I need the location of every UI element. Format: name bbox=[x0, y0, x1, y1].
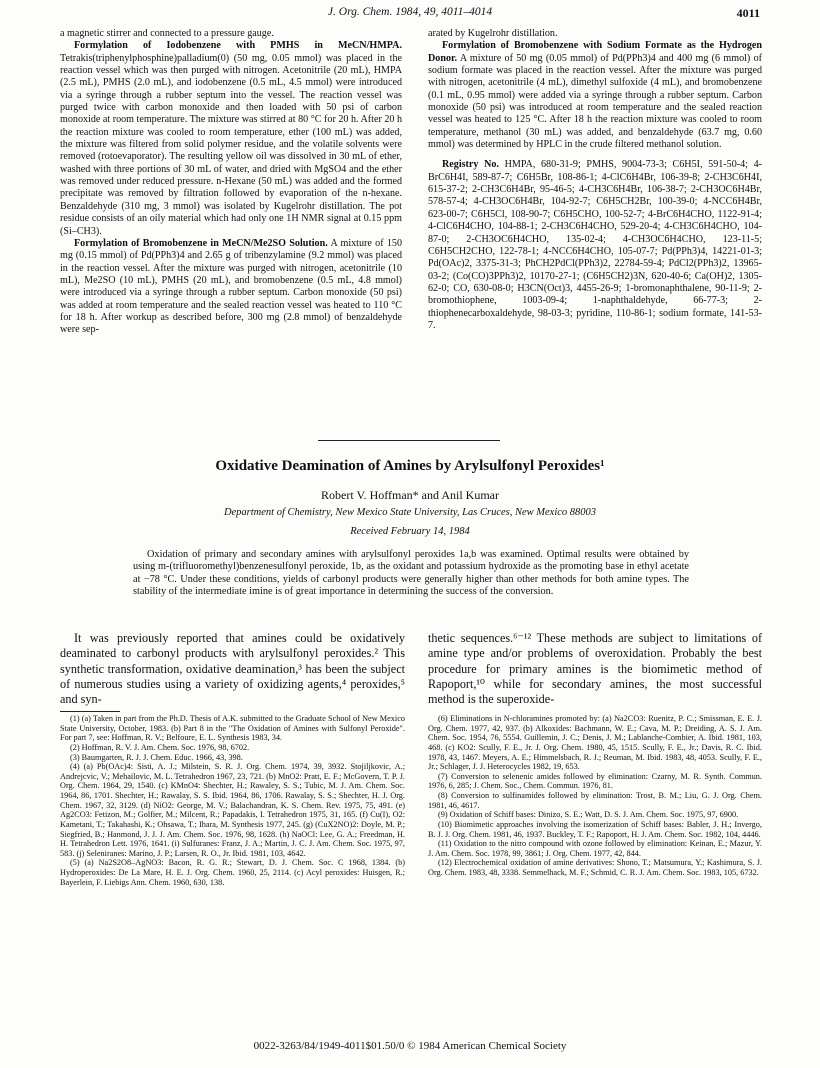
running-header bbox=[60, 6, 760, 22]
footnote-divider bbox=[60, 711, 120, 712]
footnote: (4) (a) Pb(OAc)4: Sisti, A. J.; Milstein, S. R. J. Org. Chem. 1974, 39, 3932. Stojiljkovic, A.; Andrejcvic, V.; Mehailovic, M. L. Tetrahedron 1967, 23, 721. (b) MnO2: Pratt, E. F.; McGovern, T. P. J. Org. Chem. 1964, 29, 1540. (c) KMnO4: Shechter, H.; Rawaley, S. S.; Tubic, M. J. Am. Chem. Soc. 1964, 86, 1701. Shechter, H.; Rawalay, S. S. Ibid. 1964, 86, 1706. Rawalay, S. S.; Shechter, H. J. Org. Chem. 1967, 32, 3129. (d) NiO2: George, M. V.; Balachandran, K. S. Chem. Rev. 1975, 75, 491. (e) Ag2CO3: Fetizon, M.; Golfier, M.; Milcent, R.; Papadakis, I. Tetrahedron 1975, 31, 165. (f) Cu(I), O2: Kametani, T.; Takahashi, K.; Ohsawa, T.; Ihara, M. Synthesis 1977, 245. (g) (CuX2NO)2: Doyle, M. P.; Siegfried, B.; Hanmond, J. J. J. Am. Chem. Soc. 1976, 98, 1628. (h) NaOCl: Lee, G. A.; Freedman, H. H. Tetrahedron Lett. 1976, 1641. (i) Sulfuranes: Franz, J. A.; Martin, J. C. J. Am. Chem. Soc. 1975, 97, 583. (j) Seleniranes: Marino, J. P.; Larsen, R. O., Jr. Ibid. 1981, 103, 4642. bbox=[60, 762, 405, 858]
registry-label: Registry No. bbox=[442, 159, 499, 171]
received-date: Received February 14, 1984 bbox=[350, 526, 470, 537]
body-text-right: thetic sequences.⁶⁻¹² These methods are subject to limitations of amine type and/or problems of overoxidation. Probably the best procedure for primary amines is the biomimetic method of Rapoport,¹⁰ while for secondary amines, the most successful method is the superoxide- bbox=[428, 631, 762, 707]
footnote: (7) Conversion to selenenic amides followed by elimination: Czarny, M. R. Synth. Commun. 1976, 6, 285; J. Chem. Soc., Chem. Commun. 1976, 81. bbox=[428, 771, 762, 791]
footnotes-left bbox=[60, 714, 405, 887]
footnote: (12) Electrochemical oxidation of amine derivatives: Shono, T.; Matsumura, Y.; Kashimura, S. J. Org. Chem. 1983, 48, 3338. Semmelhack, M. F.; Schmid, C. R. J. Am. Chem. Soc. 1983, 105, 6732. bbox=[428, 858, 762, 877]
footnote: (8) Conversion to sulfinamides followed by elimination: Trost, B. M.; Liu, G. J. Org. Chem. 1981, 46, 4617. bbox=[428, 791, 762, 810]
footnote: (10) Biomimetic approaches involving the isomerization of Schiff bases: Babler, J. H.; Invergo, B. J. J. Org. Chem. 1981, 46, 1937. Buckley, T. F.; Rapoport, H. J. Am. Chem. Soc. 1982, 104, 4446. bbox=[428, 819, 762, 839]
section-formylation-bromobenzene-mecn bbox=[60, 238, 402, 337]
footnote: (5) (a) Na2S2O8–AgNO3: Bacon, R. G. R.; Stewart, D. J. Chem. Soc. C 1968, 1384. (b) Hydroperoxides: De La Mare, H. E. J. Org. Chem. 1960, 25, 2114. (c) Acyl peroxides: Huisgen, R.; Bayerlein, F. Liebigs Ann. Chem. 1960, 630, 138. bbox=[60, 858, 405, 887]
section-formylation-sodium-formate bbox=[428, 40, 762, 151]
right-column bbox=[428, 28, 762, 332]
footnote: (6) Eliminations in N-chloramines promoted by: (a) Na2CO3: Ruenitz, P. C.; Smissman, E. E. J. Org. Chem. 1977, 42, 937. (b) Alkoxides: Bachmann, W. E.; Cava, M. P.; Dreiding, A. S. J. Am. Chem. Soc. 1954, 76, 5554. Guillemin, J. C.; Denis, J. M.; Lablanche-Combier, A. Ibid. 1981, 103, 468. (c) KO2: Scully, F. E., Jr. J. Org. Chem. 1980, 45, 1515. Scully, F. E., Jr.; Davis, R. C. Ibid. 1978, 43, 1467. Meyers, A. E.; Himmelsbach, R. J.; Reuman, M. Ibid. 1983, 48, 4053. Scully, F. E., Jr.; Schlager, J. J. Heterocycles 1982, 19, 653. bbox=[428, 714, 762, 772]
section-body: Tetrakis(triphenylphosphine)palladium(0) (50 mg, 0.05 mmol) was placed in the reaction vessel which was then purged with nitrogen. Acetonitrile (20 mL), HMPA (2.5 mL), PMHS (2.0 mL), and iodobenzene (0.5 mL, 4.5 mmol) were introduced via a syringe through a rubber septum into the vessel. The reaction vessel was purged twice with carbon monoxide and then loaded with 50 psi of carbon monoxide at room temperature. The mixture was stirred at 80 °C for 20 h. After 20 h the reaction mixture was cooled to room temperature, ether (100 mL) was added, the mixture was filtered from solid polymer residue, and the volatile solvents were removed (rotoevaporator). The resulting yellow oil was dissolved in 30 mL of ether, washed with three portions of 30 mL of water, and dried with MgSO4 and the ether was removed under reduced pressure. n-Hexane (50 mL) was added and the formed precipitate was removed by filtration followed by evaporation of the n-hexane. Benzaldehyde (310 mg, 3 mmol) was isolated by Kugelrohr distillation. The pot residue consists of an oily material which had only one 1H NMR signal at 0.15 ppm (Si–CH3). bbox=[60, 52, 402, 237]
article-divider bbox=[318, 440, 500, 441]
intro-paragraph: a magnetic stirrer and connected to a pressure gauge. bbox=[60, 28, 274, 39]
abstract: Oxidation of primary and secondary amines with arylsulfonyl peroxides 1a,b was examined. Optimal results were obtained by using m-(trifluoromethyl)benzenesulfonyl peroxide, 1b, as the oxidant and potassium hydroxide as the promoting base in ethyl acetate at −78 °C. Under these conditions, yields of carbonyl products were generally higher than other methods for both amine types. The stability of the intermediate imine is of great importance in determining the success of the conversion. bbox=[133, 549, 689, 598]
footnote: (2) Hoffman, R. V. J. Am. Chem. Soc. 1976, 98, 6702. bbox=[70, 742, 250, 752]
section-body: A mixture of 50 mg (0.05 mmol) of Pd(PPh3)4 and 400 mg (6 mmol) of sodium formate was placed in the reaction vessel. After the mixture was purged with nitrogen, acetonitrile (4 mL), dimethyl sulfoxide (4 mL), and bromobenzene (0.1 mL, 0.95 mmol) were added via a syringe through a rubber septum. Carbon monoxide (50 psi) was introduced at room temperature and the sealed reaction vessel was heated to 125 °C. After 18 h the reaction mixture was cooled to room temperature, methanol (30 mL) was added, and benzaldehyde (63.7 mg, 0.60 mmol) was determined by HPLC in the crude filtered methanol solution. bbox=[428, 52, 762, 151]
footnote: (3) Baumgarten, R. J. J. Chem. Educ. 1966, 43, 398. bbox=[70, 752, 243, 762]
registry-numbers bbox=[428, 159, 762, 332]
footnote: (9) Oxidation of Schiff bases: Dinizo, S. E.; Watt, D. S. J. Am. Chem. Soc. 1975, 97, 6900. bbox=[438, 810, 739, 820]
footnote: (11) Oxidation to the nitro compound with ozone followed by elimination: Keinan, E.; Mazur, Y. J. Am. Chem. Soc. 1978, 99, 3861; J. Org. Chem. 1977, 42, 844. bbox=[428, 839, 762, 858]
section-heading: Formylation of Iodobenzene with PMHS in MeCN/HMPA. bbox=[74, 40, 402, 52]
page-number: 4011 bbox=[736, 6, 760, 20]
section-heading: Formylation of Bromobenzene with Sodium Formate as the Hydrogen Donor. bbox=[428, 40, 762, 64]
registry-list: HMPA, 680-31-9; PMHS, 9004-73-3; C6H5I, 591-50-4; 4-BrC6H4I, 589-87-7; C6H5Br, 108-86-1; 4-ClC6H4Br, 106-39-8; 2-CH3C6H4I, 615-37-2; 2-CH3C6H4Br, 95-46-5; 4-CH3C6H4Br, 106-38-7; 2-CH3OC6H4Br, 578-57-4; 4-CH3OC6H4Br, 104-92-7; C6H5CH2Br, 100-39-0; 4-NCC6H4Br, 623-00-7; C6H5Cl, 108-90-7; C6H5CHO, 100-52-7; 4-BrC6H4CHO, 1122-91-4; 4-ClC6H4CHO, 104-88-1; 2-CH3C6H4CHO, 529-20-4; 4-CH3C6H4CHO, 104-87-0; 2-CH3OC6H4CHO, 135-02-4; 4-CH3OC6H4CHO, 123-11-5; C6H5CH2CHO, 122-78-1; 4-NCC6H4CHO, 105-07-7; Pd(PPh3)4, 14221-01-3; Pd(OAc)2, 3375-31-3; PhCH2PdCl(PPh3)2, 22784-59-4; PdCl2(PPh3)2, 13965-03-2; (Co(CO)3PPh3)2, 10170-27-1; (C6H5CH2)3N, 620-40-6; Ca(OH)2, 1305-62-0; CO, 630-08-0; H3CN(Oct)3, 4455-26-9; 1-bromonaphthalene, 90-11-9; 2-bromothiophene, 1003-09-4; 1-naphthaldehyde, 66-77-3; 2-thiophenecarboxaldehyde, 98-03-3; pyridine, 110-86-1; sodium formate, 141-53-7. bbox=[428, 159, 762, 331]
footnote: (1) (a) Taken in part from the Ph.D. Thesis of A.K. submitted to the Graduate School of New Mexico State University, October, 1983. (b) Part 8 in the "The Oxidation of Amines with Sulfonyl Peroxide". For part 7, see: Hoffman, R. V.; Belfoure, E. L. Synthesis 1983, 34. bbox=[60, 714, 405, 743]
article-title: Oxidative Deamination of Amines by Arylsulfonyl Peroxides¹ bbox=[215, 458, 605, 474]
journal-citation: J. Org. Chem. 1984, 49, 4011–4014 bbox=[327, 6, 493, 18]
left-column bbox=[60, 28, 402, 337]
section-formylation-iodobenzene bbox=[60, 40, 402, 238]
footnotes-right bbox=[428, 714, 762, 878]
author-affiliation: Department of Chemistry, New Mexico State University, Las Cruces, New Mexico 88003 bbox=[223, 507, 597, 518]
section-heading: Formylation of Bromobenzene in MeCN/Me2SO Solution. bbox=[74, 237, 328, 249]
continuation-paragraph: arated by Kugelrohr distillation. bbox=[428, 28, 558, 39]
body-text-left: It was previously reported that amines could be oxidatively deaminated to carbonyl products with arylsulfonyl peroxides.² This synthetic transformation, oxidative deamination,³ has been the subject of numerous studies using a variety of oxidizing agents,⁴ peroxides,⁵ and syn- bbox=[60, 631, 405, 707]
article-authors: Robert V. Hoffman* and Anil Kumar bbox=[321, 488, 499, 502]
copyright-footer: 0022-3263/84/1949-4011$01.50/0 © 1984 American Chemical Society bbox=[253, 1040, 567, 1052]
section-body: A mixture of 150 mg (0.15 mmol) of Pd(PPh3)4 and 2.65 g of tribenzylamine (9.2 mmol) was placed in the reaction vessel. After the mixture was purged with nitrogen, acetonitrile (10 mL), Me2SO (10 mL), PMHS (20 mL), and bromobenzene (0.5 mL, 4.8 mmol) were introduced via a syringe through a rubber septum. Carbon monoxide (50 psi) was added at room temperature and the sealed reaction vessel was heated to 110 °C for 18 h. After workup as described before, 300 mg (2.8 mmol) of benzaldehyde were sep- bbox=[60, 237, 402, 336]
